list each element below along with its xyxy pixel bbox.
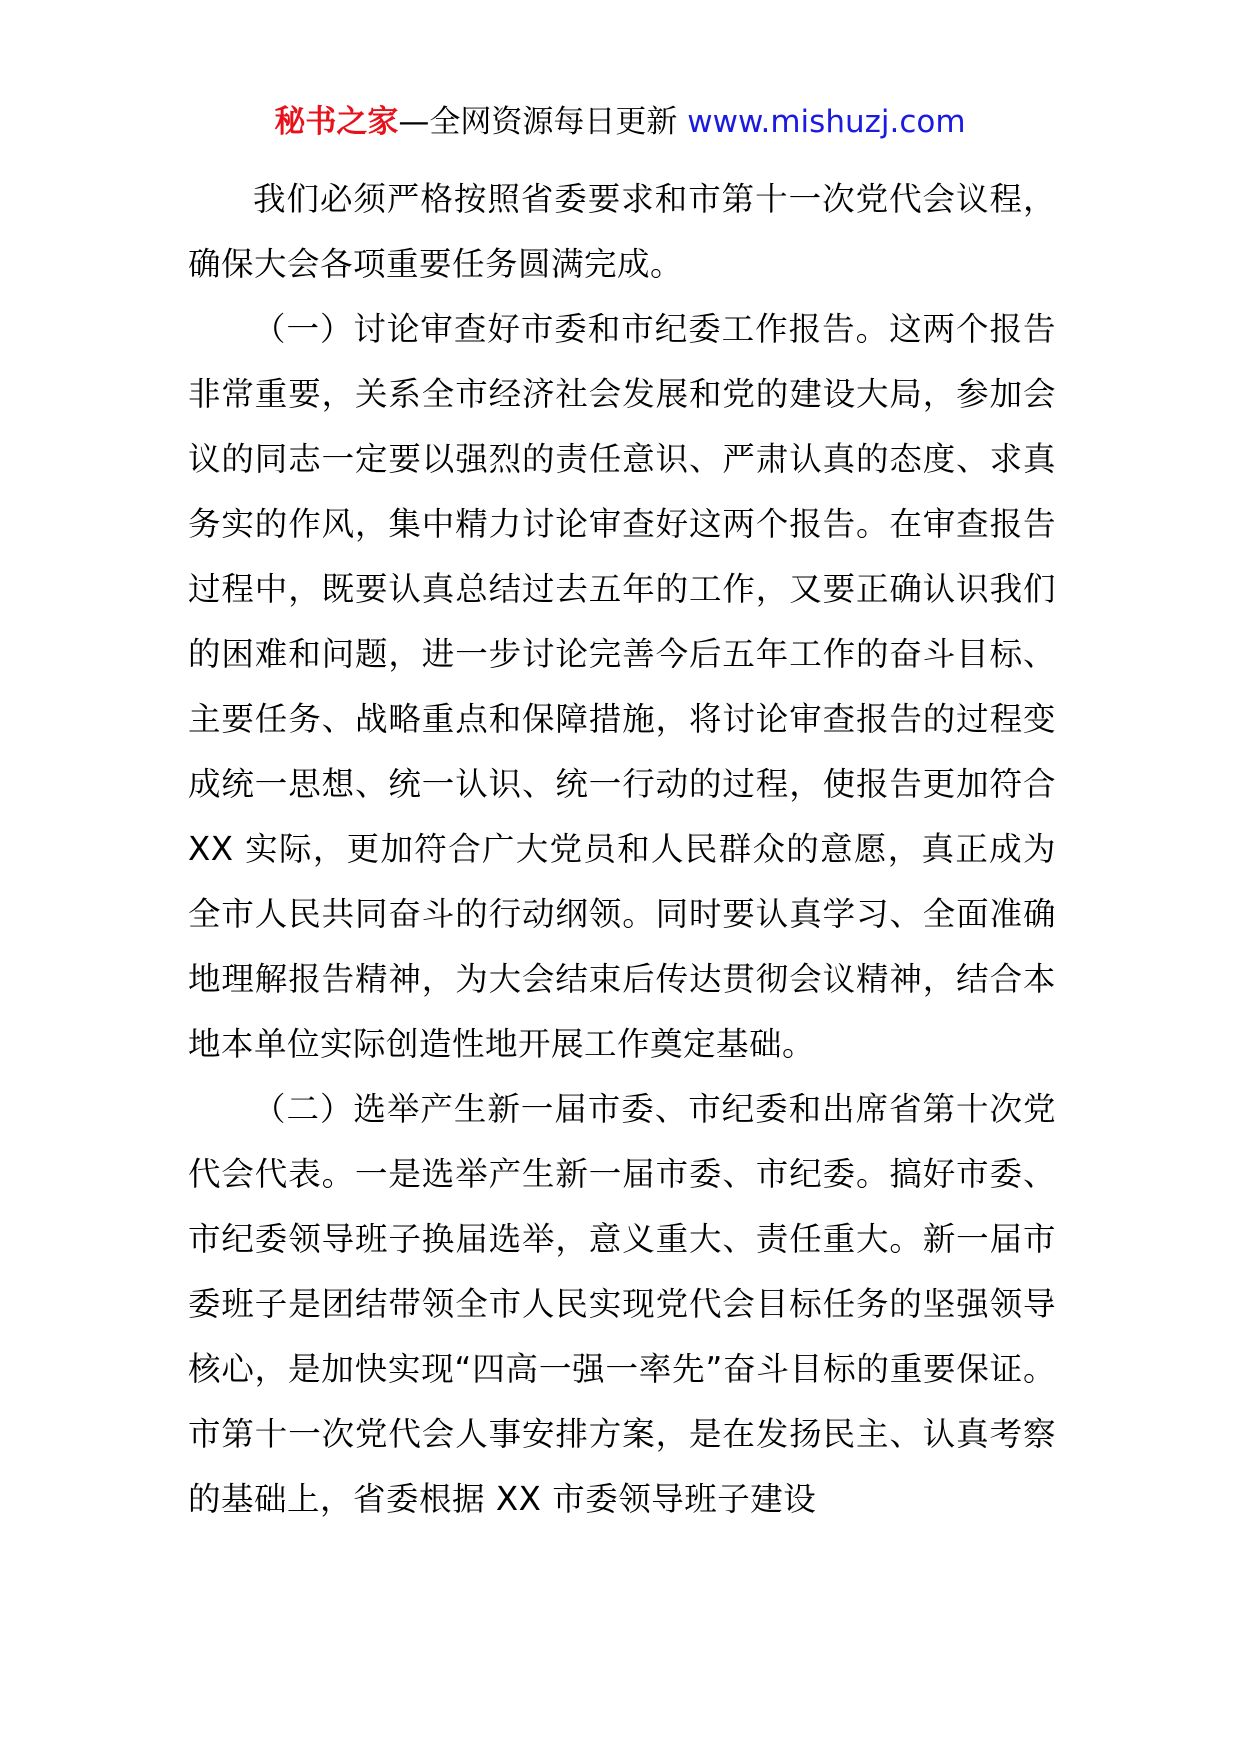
site-url-link[interactable]: www.mishuzj.com — [687, 104, 966, 140]
paragraph-intro: 我们必须严格按照省委要求和市第十一次党代会议程，确保大会各项重要任务圆满完成。 — [188, 180, 1056, 283]
brand-name: 秘书之家 — [274, 104, 399, 140]
site-header — [0, 100, 1240, 144]
header-tagline: —全网资源每日更新 — [398, 104, 678, 140]
document-body — [188, 167, 1056, 1532]
paragraph-section-two: （二）选举产生新一届市委、市纪委和出席省第十次党代会代表。一是选举产生新一届市委、市纪委。搞好市委、市纪委领导班子换届选举，意义重大、责任重大。新一届市委班子是团结带领全市人民实现党代会目标任务的坚强领导核心，是加快实现“四高一强一率先”奋斗目标的重要保证。市第十一次党代会人事安排方案，是在发扬民主、认真考察的基础上，省委根据 XX 市委领导班子建设 — [188, 1090, 1056, 1518]
paragraph-section-one: （一）讨论审查好市委和市纪委工作报告。这两个报告非常重要，关系全市经济社会发展和党的建设大局，参加会议的同志一定要以强烈的责任意识、严肃认真的态度、求真务实的作风，集中精力讨论审查好这两个报告。在审查报告过程中，既要认真总结过去五年的工作，又要正确认识我们的困难和问题，进一步讨论完善今后五年工作的奋斗目标、主要任务、战略重点和保障措施，将讨论审查报告的过程变成统一思想、统一认识、统一行动的过程，使报告更加符合 XX 实际，更加符合广大党员和人民群众的意愿，真正成为全市人民共同奋斗的行动纲领。同时要认真学习、全面准确地理解报告精神，为大会结束后传达贯彻会议精神，结合本地本单位实际创造性地开展工作奠定基础。 — [188, 310, 1056, 1063]
